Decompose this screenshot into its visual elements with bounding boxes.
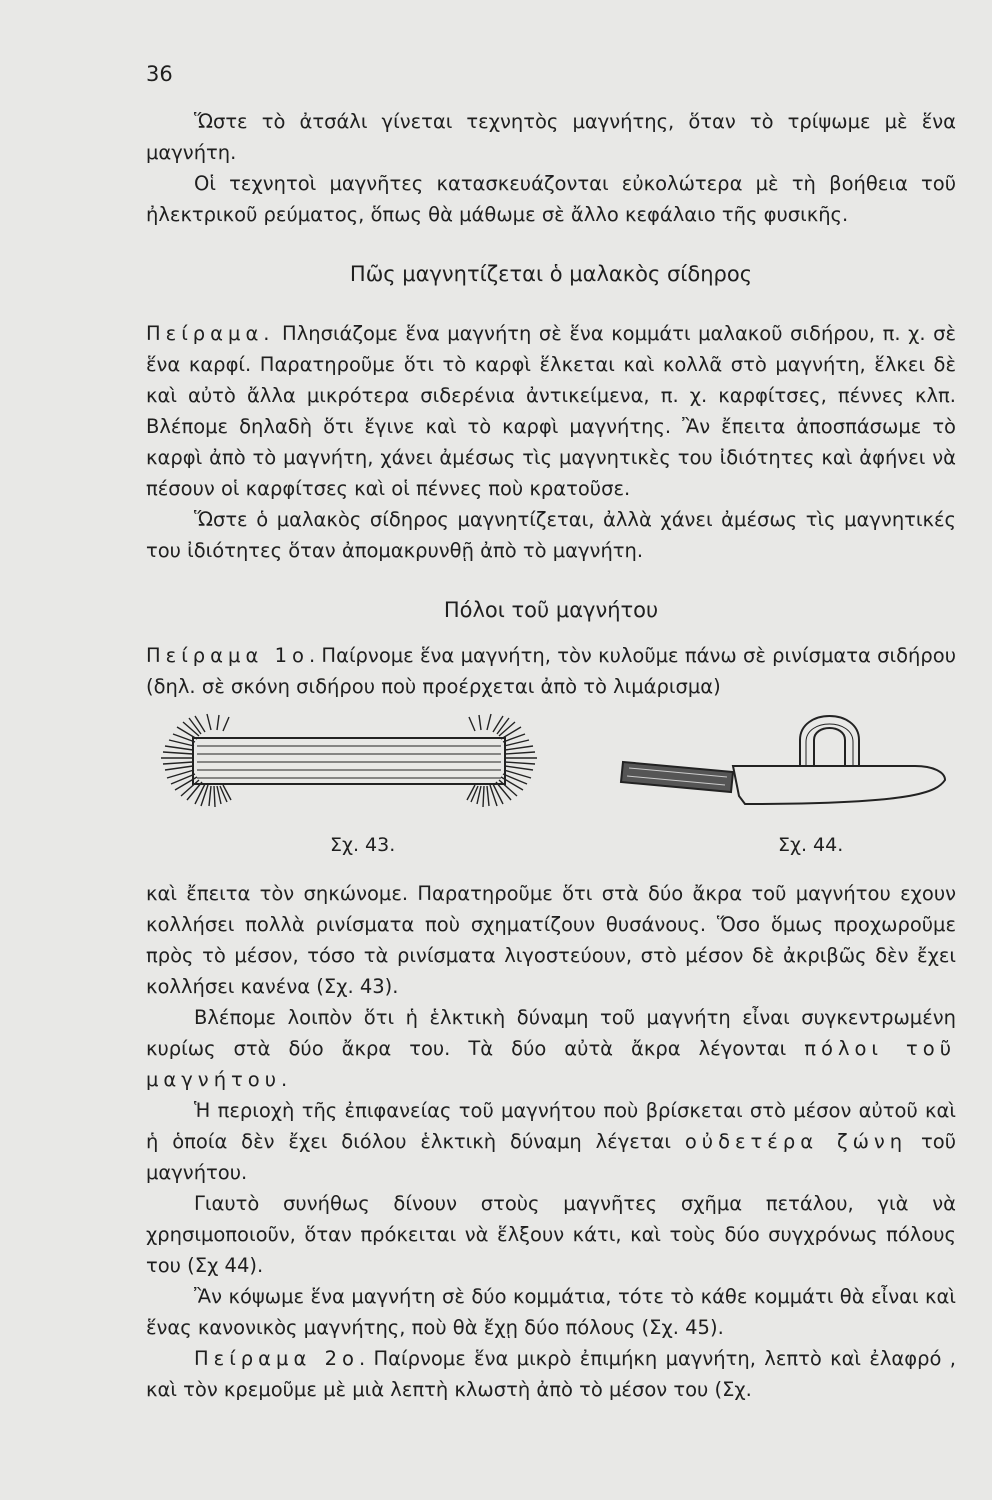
paragraph-text: τοῦ μαγνήτου. — [146, 1130, 956, 1184]
experiment-label: Πείραμα. — [146, 322, 275, 345]
paragraph-text: Πλησιάζομε ἕνα μαγνήτη σὲ ἕνα κομμάτι μαλακοῦ σιδήρου, π. χ. σὲ ἕνα καρφί. Παρατηροῦμε ὅτι τὸ καρφὶ ἕλκεται καὶ κολλᾶ στὸ μαγνήτη, ἕλκει δὲ καὶ αὐτὸ ἄλλα μικρότερα σιδερένια ἀντικείμενα, π. χ. καρφίτσες, πέννες κλπ. Βλέπομε δηλαδὴ ὅτι ἔγινε καὶ τὸ καρφὶ μαγνήτης. Ἂν ἔπειτα ἀποσπάσωμε τὸ καρφὶ ἀπὸ τὸ μαγνήτη, χάνει ἀμέσως τὶς μαγνητικὲς του ἰδιότητες καὶ ἀφήνει νὰ πέσουν οἱ καρφίτσες καὶ οἱ πέννες ποὺ κρατοῦσε. — [146, 322, 956, 500]
experiment-label: Πείραμα 2ο — [194, 1347, 359, 1370]
paragraph: Ἂν κόψωμε ἕνα μαγνήτη σὲ δύο κομμάτια, τότε τὸ κάθε κομμάτι θὰ εἶναι καὶ ἕνας κανονικὸς μαγνήτης, ποὺ θὰ ἔχῃ δύο πόλους (Σχ. 45). — [146, 1285, 956, 1339]
figure-44-caption: Σχ. 44. — [778, 834, 844, 856]
paragraph: Οἱ τεχνητοὶ μαγνῆτες κατασκευάζονται εὐκολώτερα μὲ τὴ βοήθεια τοῦ ἠλεκτρικοῦ ρεύματος, ὅπως θὰ μάθωμε σὲ ἄλλο κεφάλαιο τῆς φυσικῆς. — [146, 172, 956, 226]
right-filings-tuft-icon — [467, 714, 537, 807]
page-number: 36 — [146, 62, 173, 86]
paragraph — [146, 1343, 956, 1405]
paragraph: Γιαυτὸ συνήθως δίνουν στοὺς μαγνῆτες σχῆμα πετάλου, γιὰ νὰ χρησιμοποιοῦν, ὅταν πρόκειται νὰ ἕλξουν κάτι, καὶ τοὺς δύο συγχρόνως πόλους του (Σχ 44). — [146, 1192, 956, 1277]
paragraph — [146, 640, 956, 702]
paragraph — [146, 1095, 956, 1188]
knife-handle-icon — [621, 762, 733, 792]
iron-filings-bar-magnet-icon — [155, 712, 555, 812]
horseshoe-magnet-knife-icon — [615, 700, 950, 815]
paragraph-text: Ἡ περιοχὴ τῆς ἐπιφανείας τοῦ μαγνήτου ποὺ βρίσκεται στὸ μέσον αὐτοῦ καὶ ἡ ὁποία δὲν ἔχει διόλου ἑλκτικὴ δύναμη λέγεται — [146, 1099, 956, 1153]
paragraph: καὶ ἔπειτα τὸν σηκώνομε. Παρατηροῦμε ὅτι στὰ δύο ἄκρα τοῦ μαγνήτου εχουν κολλήσει πολλὰ ρινίσματα ποὺ σχηματίζουν θυσάνους. Ὅσο ὅμως προχωροῦμε πρὸς τὸ μέσον, τόσο τὰ ρινίσματα λιγοστεύουν, στὸ μέσον δὲ ἀκριβῶς δὲν ἔχει κολλήσει κανένα (Σχ. 43). — [146, 882, 956, 998]
term-poles: πόλοι τοῦ μαγνήτου — [146, 1037, 956, 1091]
paragraph-text: . Παίρνομε ἕνα μικρὸ ἐπιμήκη μαγνήτη, λεπτὸ καὶ ἐλαφρό , καὶ τὸν κρεμοῦμε μὲ μιὰ λεπτὴ κλωστὴ ἀπὸ τὸ μέσον του (Σχ. — [146, 1347, 956, 1401]
left-filings-tuft-icon — [161, 714, 231, 807]
paragraph: Ὥστε τὸ ἀτσάλι γίνεται τεχνητὸς μαγνήτης, ὅταν τὸ τρίψωμε μὲ ἕνα μαγνήτη. — [146, 110, 956, 164]
experiment-label: Πείραμα 1ο — [146, 644, 309, 667]
soft-iron-paragraphs — [146, 318, 956, 566]
section-heading-soft-iron: Πῶς μαγνητίζεται ὁ μαλακὸς σίδηρος — [349, 262, 753, 286]
term-neutral-zone: οὐδετέρα ζώνη — [684, 1130, 908, 1153]
intro-paragraphs — [146, 106, 956, 230]
section-heading-poles: Πόλοι τοῦ μαγνήτου — [443, 598, 659, 622]
poles-paragraphs — [146, 878, 956, 1405]
knife-blade-icon — [733, 766, 945, 804]
figure-43-caption: Σχ. 43. — [330, 834, 396, 856]
paragraph-text: Βλέπομε λοιπὸν ὅτι ἡ ἑλκτικὴ δύναμη τοῦ μαγνήτη εἶναι συγκεντρωμένη κυρίως στὰ δύο ἄκρα του. Τὰ δύο αὐτὰ ἄκρα λέγονται — [146, 1006, 956, 1060]
paragraph-text: . Παίρνομε ἕνα μαγνήτη, τὸν κυλοῦμε πάνω σὲ ρινίσματα σιδήρου (δηλ. σὲ σκόνη σιδήρου ποὺ προέρχεται ἀπὸ τὸ λιμάρισμα) — [146, 644, 956, 698]
paragraph — [146, 1002, 956, 1095]
poles-intro-paragraph — [146, 640, 956, 702]
paragraph: Ὥστε ὁ μαλακὸς σίδηρος μαγνητίζεται, ἀλλὰ χάνει ἀμέσως τὶς μαγνητικές του ἰδιότητες ὅταν ἀπομακρυνθῇ ἀπὸ τὸ μαγνήτη. — [146, 508, 956, 562]
paragraph-text: . — [281, 1068, 288, 1091]
paragraph — [146, 318, 956, 504]
